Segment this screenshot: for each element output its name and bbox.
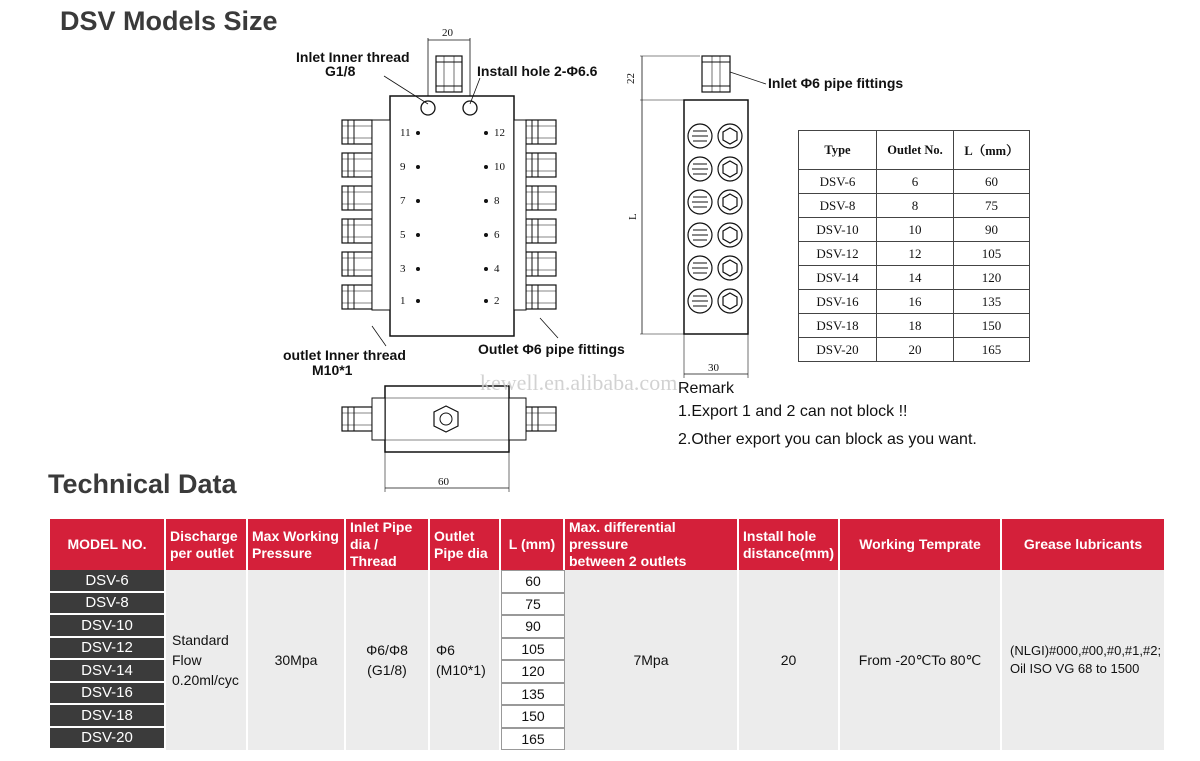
install-hole-cell: 20 (739, 570, 840, 750)
outlet-number: 5 (400, 229, 406, 241)
label-outlet-pipe-fittings: Outlet Φ6 pipe fittings (478, 341, 625, 357)
length-cell: 135 (954, 290, 1030, 314)
diff-pressure-cell: 7Mpa (565, 570, 739, 750)
outlet-number: 12 (494, 127, 505, 139)
length-cell: 120 (501, 660, 565, 683)
table-row (799, 218, 1030, 242)
length-cell: 75 (954, 194, 1030, 218)
remark-line-1: 1.Export 1 and 2 can not block !! (678, 403, 908, 420)
outlet-number: 10 (494, 161, 505, 173)
length-cell: 135 (501, 683, 565, 706)
discharge-cell: Standard Flow 0.20ml/cyc (166, 570, 248, 750)
table-row (799, 194, 1030, 218)
outlet-number: 6 (494, 229, 500, 241)
label-inlet-inner-thread: Inlet Inner thread (296, 49, 410, 65)
header-temperature: Working Temprate (840, 519, 1002, 570)
outlet-number: 2 (494, 295, 500, 307)
outlet-no-cell: 18 (877, 314, 954, 338)
table-row (799, 338, 1030, 362)
table-row (799, 290, 1030, 314)
type-table-header: Outlet No. (877, 131, 954, 170)
outlet-no-cell: 16 (877, 290, 954, 314)
header-length: L (mm) (501, 519, 565, 570)
length-cell: 165 (954, 338, 1030, 362)
section-title-models-size: DSV Models Size (60, 6, 278, 36)
length-cell: 90 (501, 615, 565, 638)
header-diff-pressure: Max. differential pressure between 2 outlets (565, 519, 739, 570)
length-cell: 120 (954, 266, 1030, 290)
outlet-no-cell: 12 (877, 242, 954, 266)
remark-line-2: 2.Other export you can block as you want. (678, 431, 977, 448)
remark-block (678, 380, 977, 454)
type-cell: DSV-10 (799, 218, 877, 242)
outlet-number: 3 (400, 263, 406, 275)
header-discharge: Discharge per outlet (166, 519, 248, 570)
header-pressure: Max Working Pressure (248, 519, 346, 570)
dim-20-label: 20 (442, 27, 453, 39)
table-row (799, 314, 1030, 338)
model-cell: DSV-6 (50, 570, 166, 593)
dim-L-label: L (627, 213, 639, 220)
outlet-number: 8 (494, 195, 500, 207)
outlet-number: 4 (494, 263, 500, 275)
label-inlet-pipe-fittings: Inlet Φ6 pipe fittings (768, 75, 904, 91)
technical-data-table (50, 519, 1166, 750)
type-cell: DSV-20 (799, 338, 877, 362)
model-cell: DSV-12 (50, 638, 166, 661)
type-table-header: L（mm） (954, 131, 1030, 170)
outlet-no-cell: 20 (877, 338, 954, 362)
pressure-cell: 30Mpa (248, 570, 346, 750)
outlet-number: 11 (400, 127, 411, 139)
type-cell: DSV-14 (799, 266, 877, 290)
header-outlet: Outlet Pipe dia (430, 519, 501, 570)
length-cell: 105 (954, 242, 1030, 266)
length-cell: 150 (954, 314, 1030, 338)
model-cell: DSV-20 (50, 728, 166, 751)
header-inlet: Inlet Pipe dia / Thread (346, 519, 430, 570)
temperature-cell: From -20℃To 80℃ (840, 570, 1002, 750)
remark-title: Remark (678, 380, 735, 397)
table-row (799, 242, 1030, 266)
table-row (799, 170, 1030, 194)
model-cell: DSV-18 (50, 705, 166, 728)
label-inlet-thread-size: G1/8 (325, 63, 356, 79)
length-cell: 60 (954, 170, 1030, 194)
type-cell: DSV-6 (799, 170, 877, 194)
length-cell: 60 (501, 570, 565, 593)
outlet-number: 9 (400, 161, 406, 173)
outlet-no-cell: 8 (877, 194, 954, 218)
type-table-header: Type (799, 131, 877, 170)
side-view (625, 56, 766, 378)
length-cell: 75 (501, 593, 565, 616)
type-table (798, 130, 1030, 362)
dim-30-label: 30 (708, 362, 719, 374)
outlet-no-cell: 10 (877, 218, 954, 242)
type-cell: DSV-16 (799, 290, 877, 314)
type-cell: DSV-18 (799, 314, 877, 338)
label-install-hole: Install hole 2-Φ6.6 (477, 63, 598, 79)
grease-cell: (NLGI)#000,#00,#0,#1,#2; Oil ISO VG 68 to 1500 (1002, 570, 1166, 750)
length-cell: 90 (954, 218, 1030, 242)
header-grease: Grease lubricants (1002, 519, 1166, 570)
dim-60-label: 60 (438, 476, 449, 488)
outlet-no-cell: 6 (877, 170, 954, 194)
header-install-hole: Install hole distance(mm) (739, 519, 840, 570)
outlet-number: 1 (400, 295, 406, 307)
table-row (50, 570, 1166, 593)
watermark: kewell.en.alibaba.com (480, 370, 678, 395)
label-outlet-inner-thread: outlet Inner thread (283, 347, 406, 363)
header-row (50, 519, 1166, 570)
type-cell: DSV-12 (799, 242, 877, 266)
inlet-cell: Φ6/Φ8 (G1/8) (346, 570, 430, 750)
model-cell: DSV-16 (50, 683, 166, 706)
label-outlet-thread-size: M10*1 (312, 362, 353, 378)
header-model: MODEL NO. (50, 519, 166, 570)
table-row (799, 266, 1030, 290)
outlet-no-cell: 14 (877, 266, 954, 290)
length-cell: 150 (501, 705, 565, 728)
bottom-view (342, 386, 556, 492)
model-cell: DSV-8 (50, 593, 166, 616)
dim-22-label: 22 (625, 73, 637, 84)
type-cell: DSV-8 (799, 194, 877, 218)
section-title-technical-data: Technical Data (48, 469, 237, 499)
outlet-cell: Φ6 (M10*1) (430, 570, 501, 750)
outlet-number: 7 (400, 195, 406, 207)
length-cell: 105 (501, 638, 565, 661)
model-cell: DSV-14 (50, 660, 166, 683)
length-cell: 165 (501, 728, 565, 751)
model-cell: DSV-10 (50, 615, 166, 638)
